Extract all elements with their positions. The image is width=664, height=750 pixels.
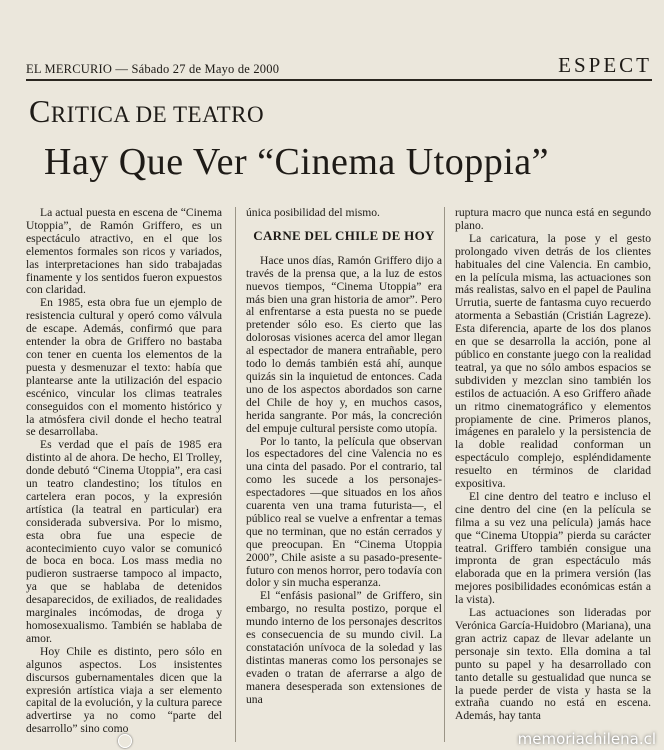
paragraph: Las actuaciones son lideradas por Verónica García-Huidobro (Mariana), una gran actriz capaz de llevar adelante un personaje sin texto. Ella domina a tal punto su papel y ha desarrollado con tanto detalle su gestualidad que nunca se la puede perder de vista y hasta se la extraña cuando no está en escena. Además, hay tanta [455, 606, 651, 723]
article-column-1 [26, 207, 222, 750]
column-rule [235, 207, 236, 742]
kicker-text: RITICA DE TEATRO [50, 102, 265, 127]
paragraph: Es verdad que el país de 1985 era distinto al de ahora. De hecho, El Trolley, donde debutó “Cinema Utoppia”, era casi un teatro clandestino; los títulos en cartelera eran pocos, y la expresión artística (la teatral en particular) era considerada subversiva. Por lo mismo, esta obra fue una especie de acontecimiento cuyo valor se comunicó de boca en boca. Los mass media no pudieron sustraerse tampoco al impacto, ya que se hablaba de detenidos desaparecidos, de exiliados, de realidades marginales incómodas, de droga y homosexualismo. También se hablaba de amor. [26, 438, 222, 645]
paragraph: Hace unos días, Ramón Griffero dijo a través de la prensa que, a la luz de estos nuevos tiempos, “Cinema Utoppia” era más bien una gran historia de amor”. Pero al enfrentarse a esta puesta no se puede pretender sólo eso. Es cierto que las dolorosas visiones acerca del amor llegan al espectador de manera entrañable, pero todo lo demás también está ahí, aunque quizás sin la inquietud de entonces. Cada uno de los aspectos abordados son carne del Chile de hoy y, en muchos casos, herida sangrante. Por más, la concreción del empuje cultural persiste como utopía. [246, 253, 442, 435]
article-kicker [29, 93, 264, 130]
newspaper-dateline: EL MERCURIO — Sábado 27 de Mayo de 2000 [26, 62, 280, 76]
paragraph: El “enfásis pasional” de Griffero, sin embargo, no resulta postizo, porque el mundo interno de los personajes descritos es consecuencia de su mundo civil. La constatación unívoca de la soledad y las distintas maneras como los personajes se evaden o tratan de aferrarse a algo de manera desesperada son extensiones de una [246, 589, 442, 706]
paragraph: En 1985, esta obra fue un ejemplo de resistencia cultural y operó como válvula de escape. Además, confirmó que para entender la obra de Griffero no bastaba con tener en cuenta los elementos de la puesta y desmenuzar el texto: había que plantearse ante la utilización del espacio escénico, vincular los climas teatrales conseguidos con el momento histórico y la atmósfera civil donde el hecho teatral se desarrollaba. [26, 296, 222, 439]
article-column-3 [455, 207, 651, 750]
article-subhead: CARNE DEL CHILE DE HOY [253, 227, 435, 243]
section-name: ESPECT [558, 53, 652, 77]
article-column-2 [246, 207, 442, 750]
paragraph: ruptura macro que nunca está en segundo plano. [455, 207, 651, 232]
paragraph: Hoy Chile es distinto, pero sólo en algunos aspectos. Los insistentes discursos gubernamentales dicen que la expresión artística viaja a ser elemento capital de la evolución, y la cultura parece advertirse ya no como “parte del desarrollo” sino como [26, 644, 222, 736]
article-headline: Hay Que Ver “Cinema Utoppia” [44, 141, 550, 183]
masthead [26, 53, 652, 81]
paragraph: La actual puesta en escena de “Cinema Utoppia”, de Ramón Griffero, es un espectáculo atractivo, en el que los elementos formales son ricos y variados, las interpretaciones han sido trabajadas finamente y los sentidos fueron expuestos con claridad. [26, 207, 222, 297]
kicker-initial: C [29, 93, 51, 129]
watermark: memoriachilena.cl [517, 730, 656, 748]
column-rule [444, 207, 445, 742]
paragraph: El cine dentro del teatro e incluso el cine dentro del cine (en la película se filma a su vez una película) jamás hace que “Cinema Utoppia” pierda su carácter teatral. Griffero también consigue una impronta de gran espectáculo más elaborada que en la primera versión (las mejores posibilidades económicas están a la vista). [455, 489, 651, 607]
paragraph: Por lo tanto, la película que observan los espectadores del cine Valencia no es una cinta del pasado. Por el contrario, tal como les sucede a los personajes-espectadores —que situados en los años cuarenta ven una trama futurista—, el público real se vuelve a enfrentar a temas que no terminan, que no están cerrados y que preocupan. En “Cinema Utoppia 2000”, Chile asiste a su pasado-presente-futuro con menos horror, pero todavía con dolor y sin mucha esperanza. [246, 434, 442, 590]
watermark-logo-icon [118, 734, 132, 748]
paragraph: única posibilidad del mismo. [246, 207, 380, 219]
paragraph: La caricatura, la pose y el gesto prolongado viven detrás de los clientes habituales del cine Valencia. En cambio, en la película misma, las actuaciones son más realistas, salvo en el papel de Paulina Urrutia, suerte de fantasma cuyo recuerdo atormenta a Sebastián (Cristián Lagreze). Esta diferencia, aparte de los dos planos en que se desarrolla la acción, pone al público en constante juego con la realidad teatral, ya que no sólo ambos espacios se subdividen y mezclan sino también los estilos de actuación. A eso Griffero añade un ritmo cinematográfico y elementos propiamente de cine. Primeros planos, imágenes en paralelo y la persistencia de la doble realidad conforman un espectáculo complejo, espléndidamente resuelto en términos de claridad expositiva. [455, 231, 651, 491]
